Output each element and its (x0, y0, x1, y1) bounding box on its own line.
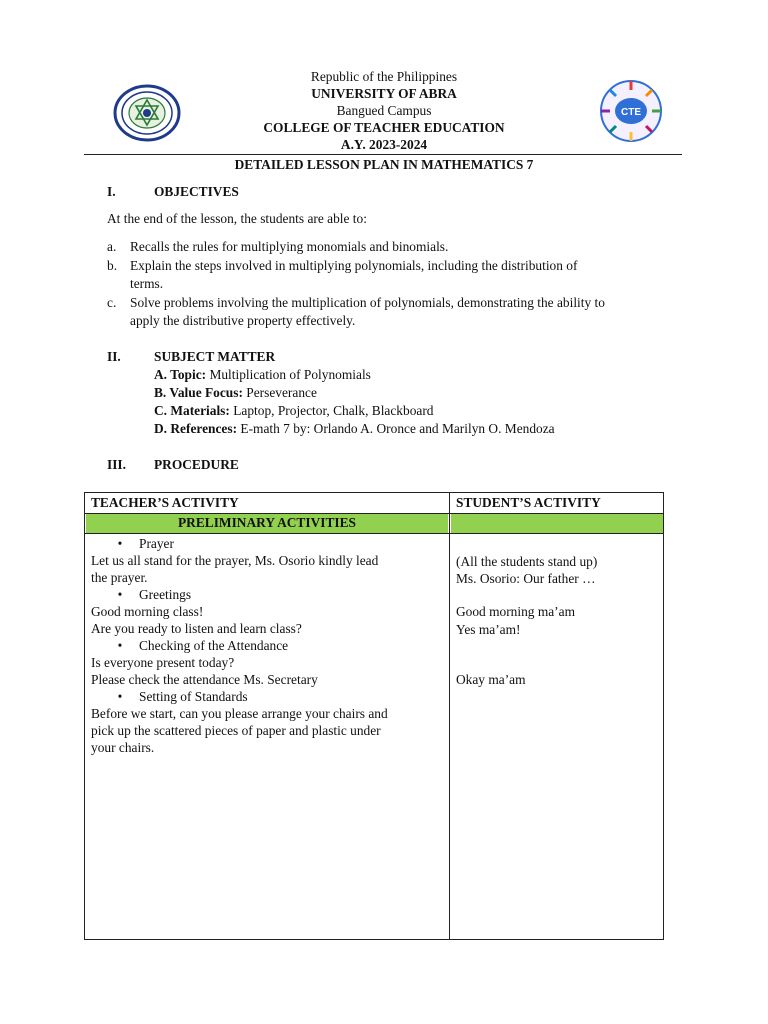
subject-references-value: E-math 7 by: Orlando A. Oronce and Marilyn O. Mendoza (240, 421, 555, 436)
header-campus: Bangued Campus (336, 103, 432, 118)
teacher-line: Good morning class! (91, 604, 204, 619)
teacher-bullet-text: Checking of the Attendance (139, 638, 289, 653)
subject-references (154, 420, 555, 438)
header-republic: Republic of the Philippines (310, 69, 458, 84)
subject-references-label: D. References: (154, 421, 238, 436)
teacher-line: Let us all stand for the prayer, Ms. Osorio kindly lead (91, 553, 379, 568)
subject-value-focus (154, 384, 317, 402)
student-line: (All the students stand up) (456, 554, 598, 569)
subject-topic-value: Multiplication of Polynomials (209, 367, 371, 382)
teacher-bullet-item (111, 535, 174, 552)
teacher-line: your chairs. (91, 740, 155, 755)
teacher-bullet-item (111, 586, 191, 603)
procedure-heading: PROCEDURE (154, 457, 239, 472)
teacher-line: Please check the attendance Ms. Secretary (91, 672, 318, 687)
student-line: Good morning ma’am (456, 604, 576, 619)
student-line: Yes ma’am! (456, 622, 521, 637)
objective-c-text-line2: apply the distributive property effectively. (130, 313, 356, 328)
preliminary-activities-label: PRELIMINARY ACTIVITIES (178, 515, 356, 530)
header-academic-year: A.Y. 2023-2024 (340, 137, 428, 152)
lesson-plan-title: DETAILED LESSON PLAN IN MATHEMATICS 7 (234, 157, 534, 172)
subject-value-focus-value: Perseverance (246, 385, 317, 400)
subject-matter-heading: SUBJECT MATTER (154, 349, 276, 364)
teacher-line: Is everyone present today? (91, 655, 235, 670)
subject-materials-label: C. Materials: (154, 403, 230, 418)
college-seal-text: CTE (621, 107, 641, 118)
objective-b-text-line1: Explain the steps involved in multiplying polynomials, including the distribution of (130, 258, 578, 273)
subject-materials (154, 402, 434, 420)
document-header (0, 68, 768, 153)
bullet-icon: • (117, 536, 123, 551)
subject-matter-numeral: II. (107, 349, 121, 364)
objectives-numeral: I. (107, 184, 116, 199)
teacher-bullet-text: Setting of Standards (139, 689, 248, 704)
teacher-line: Before we start, can you please arrange your chairs and (91, 706, 388, 721)
bullet-icon: • (117, 587, 123, 602)
teacher-bullet-text: Greetings (139, 587, 192, 602)
teacher-bullet-text: Prayer (139, 536, 174, 551)
objective-a-text: Recalls the rules for multiplying monomials and binomials. (130, 239, 449, 254)
teacher-line: Are you ready to listen and learn class? (91, 621, 302, 636)
teacher-bullet-item (111, 688, 248, 705)
header-college: COLLEGE OF TEACHER EDUCATION (263, 120, 505, 135)
student-line: Ms. Osorio: Our father … (456, 571, 596, 586)
objective-c-text-line1: Solve problems involving the multiplication of polynomials, demonstrating the ability to (130, 295, 605, 310)
objectives-heading: OBJECTIVES (154, 184, 239, 199)
teacher-line: the prayer. (91, 570, 148, 585)
activity-table (84, 492, 664, 940)
teacher-bullet-item (111, 637, 288, 654)
subject-topic (154, 366, 371, 384)
objective-c-marker: c. (107, 295, 117, 310)
bullet-icon: • (117, 638, 123, 653)
subject-materials-value: Laptop, Projector, Chalk, Blackboard (233, 403, 434, 418)
teacher-line: pick up the scattered pieces of paper and plastic under (91, 723, 381, 738)
objective-a-marker: a. (107, 239, 117, 254)
objective-b-marker: b. (107, 258, 118, 273)
table-row-divider (85, 533, 663, 534)
student-line: Okay ma’am (456, 672, 526, 687)
header-divider (84, 154, 682, 155)
header-university: UNIVERSITY OF ABRA (311, 86, 457, 101)
procedure-numeral: III. (107, 457, 126, 472)
student-activity-header: STUDENT’S ACTIVITY (456, 495, 601, 510)
bullet-icon: • (117, 689, 123, 704)
section-row-highlight-right (451, 514, 663, 533)
subject-topic-label: A. Topic: (154, 367, 207, 382)
table-column-divider (449, 493, 450, 939)
teacher-activity-header: TEACHER’S ACTIVITY (91, 495, 239, 510)
objectives-intro: At the end of the lesson, the students are able to: (107, 211, 367, 226)
objective-b-text-line2: terms. (130, 276, 164, 291)
subject-value-focus-label: B. Value Focus: (154, 385, 243, 400)
